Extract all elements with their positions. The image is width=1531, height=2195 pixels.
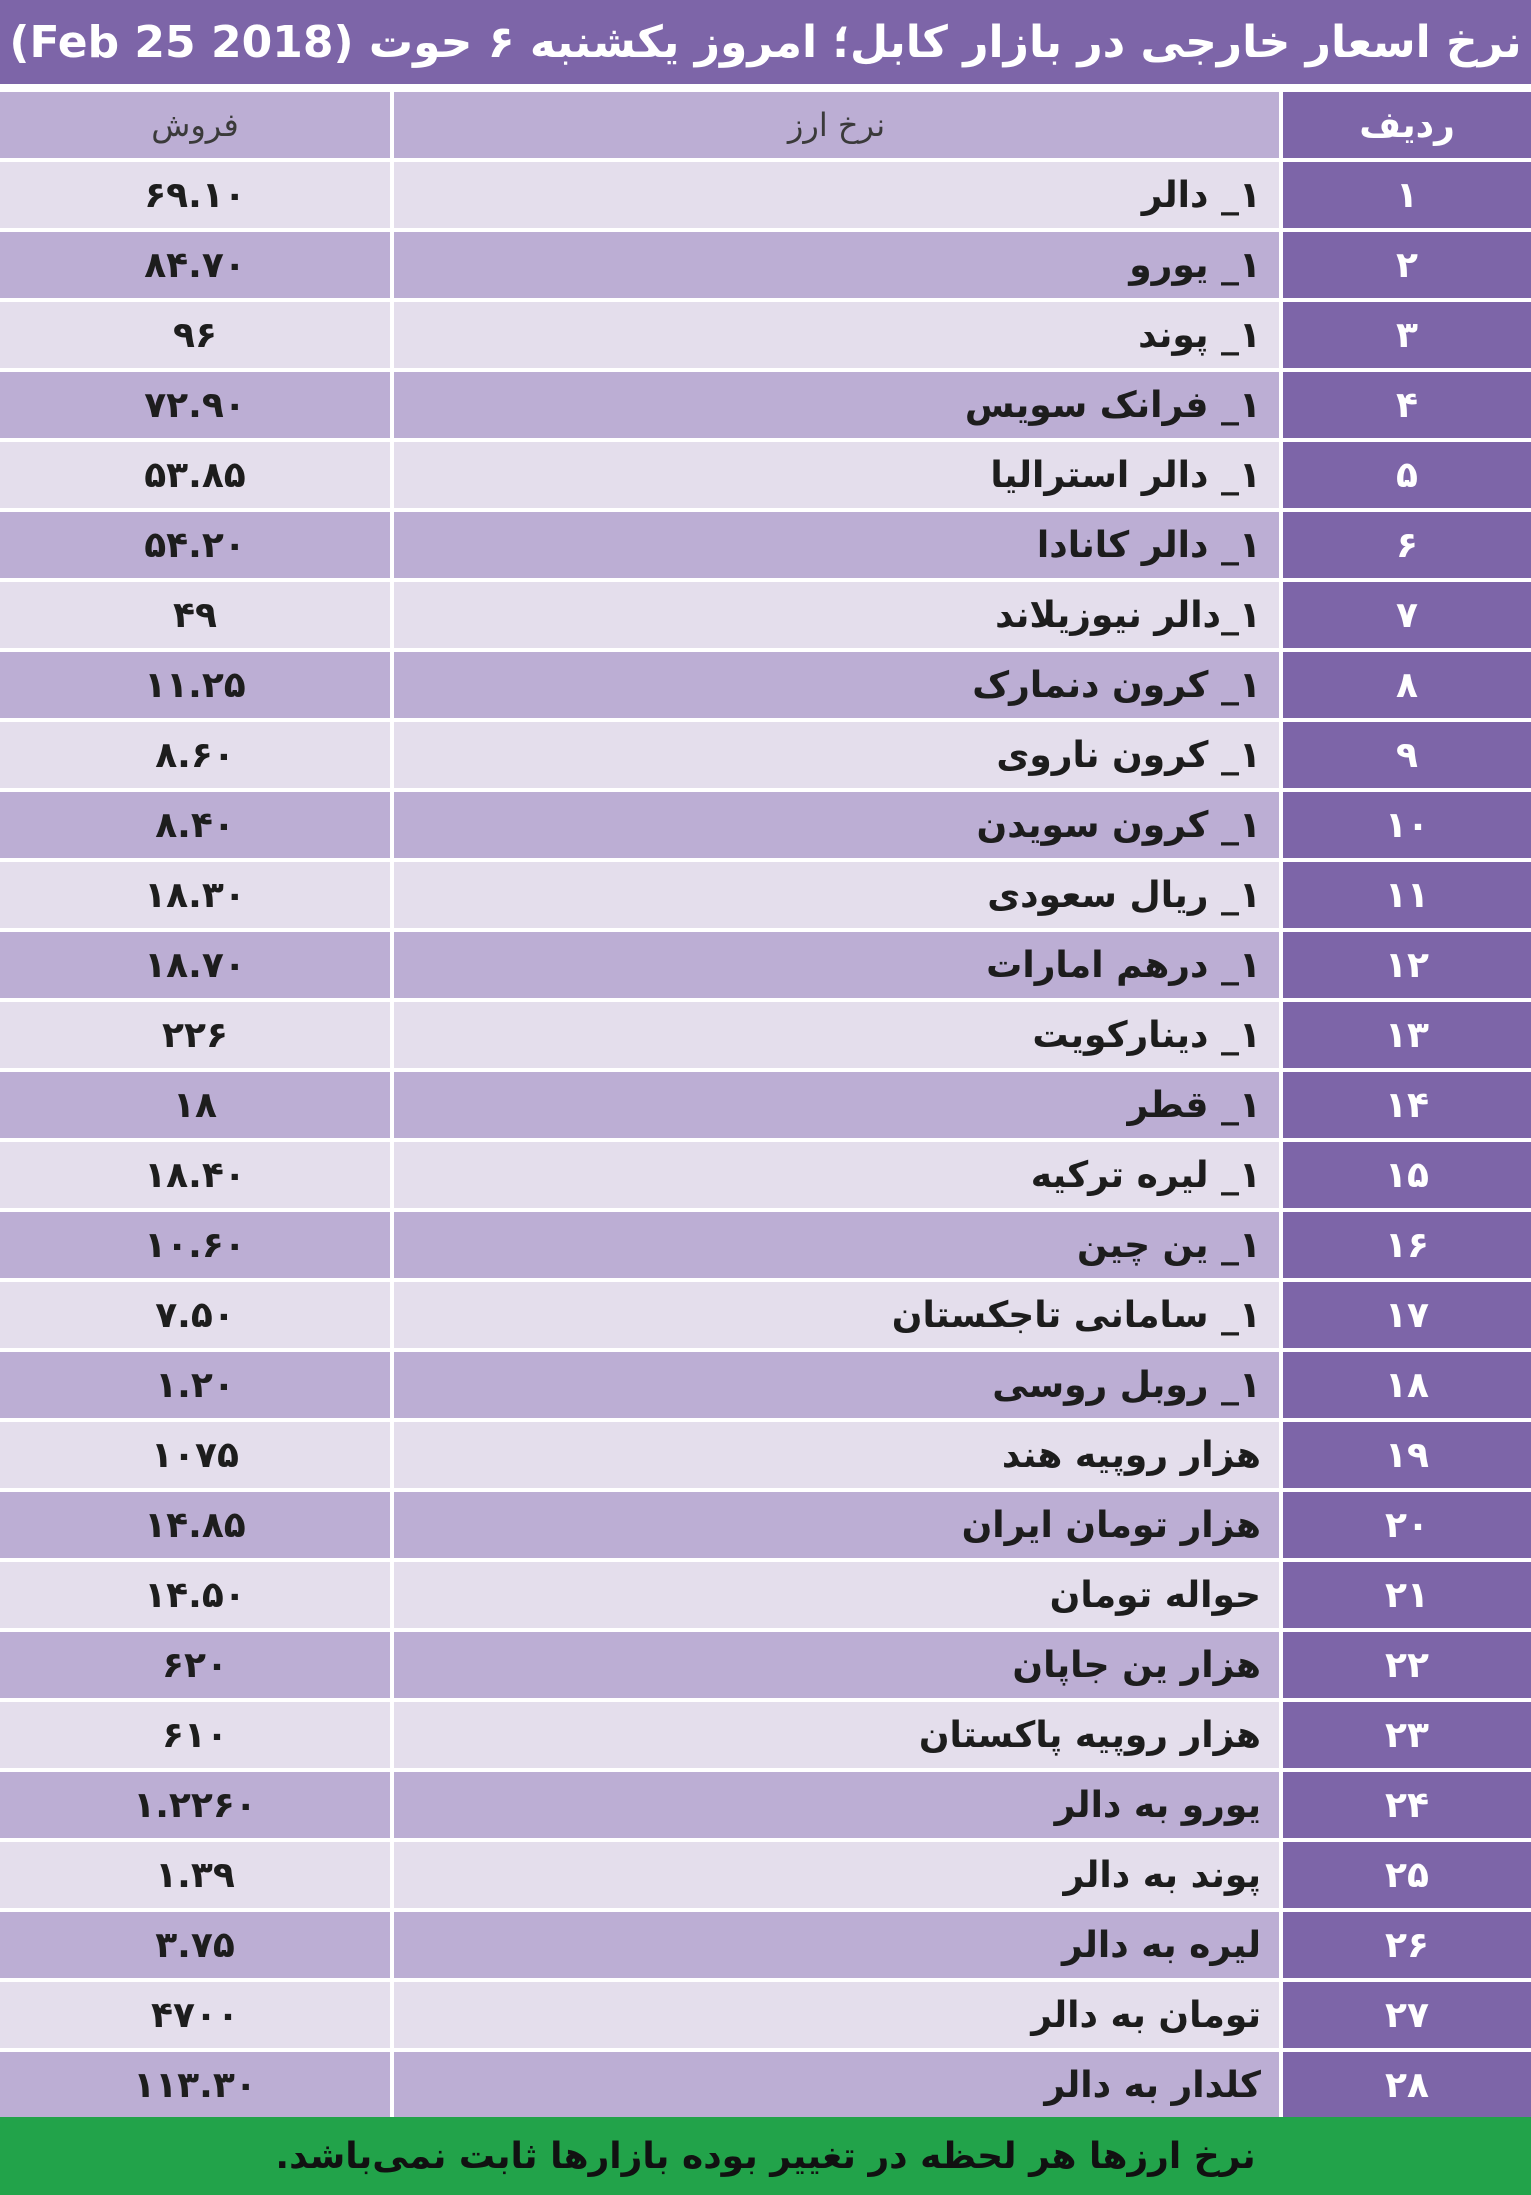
sell-rate-cell: ۷۲.۹۰ [0, 372, 390, 438]
table-row [0, 1912, 1531, 1978]
table-row [0, 162, 1531, 228]
table-row [0, 1772, 1531, 1838]
currency-name-cell: ۱_دالر نیوزیلاند [394, 582, 1279, 648]
row-index-cell: ۱۴ [1283, 1072, 1531, 1138]
row-index-cell: ۲۶ [1283, 1912, 1531, 1978]
row-index-cell: ۱ [1283, 162, 1531, 228]
table-row [0, 1142, 1531, 1208]
sell-rate-cell: ۱۸ [0, 1072, 390, 1138]
table-row [0, 1002, 1531, 1068]
sell-rate-cell: ۳.۷۵ [0, 1912, 390, 1978]
sell-rate-cell: ۸.۴۰ [0, 792, 390, 858]
table-row [0, 582, 1531, 648]
row-index-cell: ۲۷ [1283, 1982, 1531, 2048]
table-row [0, 1422, 1531, 1488]
sell-rate-cell: ۱.۳۹ [0, 1842, 390, 1908]
footer-note: نرخ ارزها هر لحظه در تغییر بوده بازارها ثابت نمی‌باشد. [0, 2117, 1531, 2195]
sell-rate-cell: ۵۴.۲۰ [0, 512, 390, 578]
sell-rate-cell: ۱.۲۰ [0, 1352, 390, 1418]
currency-name-cell: ۱_ دالر [394, 162, 1279, 228]
sell-rate-cell: ۸۴.۷۰ [0, 232, 390, 298]
row-index-cell: ۸ [1283, 652, 1531, 718]
page-title: نرخ اسعار خارجی در بازار کابل؛ امروز یکشنبه ۶ حوت (Feb 25 2018) [0, 0, 1531, 88]
sell-rate-cell: ۱۰۷۵ [0, 1422, 390, 1488]
sell-rate-cell: ۱۴.۵۰ [0, 1562, 390, 1628]
currency-name-cell: هزار روپیه پاکستان [394, 1702, 1279, 1768]
row-index-cell: ۵ [1283, 442, 1531, 508]
currency-name-cell: ۱_ سامانی تاجکستان [394, 1282, 1279, 1348]
sell-rate-cell: ۹۶ [0, 302, 390, 368]
table-row [0, 442, 1531, 508]
currency-name-cell: هزار ین جاپان [394, 1632, 1279, 1698]
currency-name-cell: ۱_ دالر استرالیا [394, 442, 1279, 508]
currency-name-cell: ۱_ یورو [394, 232, 1279, 298]
sell-rate-cell: ۲۲۶ [0, 1002, 390, 1068]
row-index-cell: ۲۵ [1283, 1842, 1531, 1908]
currency-name-cell: تومان به دالر [394, 1982, 1279, 2048]
row-index-cell: ۱۸ [1283, 1352, 1531, 1418]
sell-rate-cell: ۱۰.۶۰ [0, 1212, 390, 1278]
table-row [0, 1982, 1531, 2048]
row-index-cell: ۱۳ [1283, 1002, 1531, 1068]
currency-name-cell: ۱_ ریال سعودی [394, 862, 1279, 928]
table-row [0, 1352, 1531, 1418]
sell-rate-cell: ۵۳.۸۵ [0, 442, 390, 508]
header-sell: فروش [0, 92, 390, 158]
currency-name-cell: ۱_ فرانک سویس [394, 372, 1279, 438]
row-index-cell: ۱۵ [1283, 1142, 1531, 1208]
currency-name-cell: کلدار به دالر [394, 2052, 1279, 2118]
header-index: ردیف [1283, 92, 1531, 158]
row-index-cell: ۹ [1283, 722, 1531, 788]
row-index-cell: ۳ [1283, 302, 1531, 368]
table-row [0, 1842, 1531, 1908]
table-row [0, 1282, 1531, 1348]
currency-name-cell: ۱_ دینارکویت [394, 1002, 1279, 1068]
row-index-cell: ۱۶ [1283, 1212, 1531, 1278]
row-index-cell: ۱۰ [1283, 792, 1531, 858]
rates-table [0, 92, 1531, 2122]
row-index-cell: ۲۲ [1283, 1632, 1531, 1698]
currency-name-cell: پوند به دالر [394, 1842, 1279, 1908]
sell-rate-cell: ۸.۶۰ [0, 722, 390, 788]
sell-rate-cell: ۶۱۰ [0, 1702, 390, 1768]
row-index-cell: ۴ [1283, 372, 1531, 438]
table-row [0, 1492, 1531, 1558]
row-index-cell: ۶ [1283, 512, 1531, 578]
currency-name-cell: حواله تومان [394, 1562, 1279, 1628]
currency-name-cell: ۱_ قطر [394, 1072, 1279, 1138]
header-currency: نرخ ارز [394, 92, 1279, 158]
table-row [0, 1562, 1531, 1628]
table-row [0, 232, 1531, 298]
row-index-cell: ۲۳ [1283, 1702, 1531, 1768]
sell-rate-cell: ۱۸.۷۰ [0, 932, 390, 998]
currency-name-cell: ۱_ کرون ناروی [394, 722, 1279, 788]
row-index-cell: ۲۱ [1283, 1562, 1531, 1628]
row-index-cell: ۱۲ [1283, 932, 1531, 998]
currency-name-cell: یورو به دالر [394, 1772, 1279, 1838]
currency-name-cell: ۱_ درهم امارات [394, 932, 1279, 998]
currency-name-cell: ۱_ لیره ترکیه [394, 1142, 1279, 1208]
currency-name-cell: ۱_ کرون دنمارک [394, 652, 1279, 718]
sell-rate-cell: ۴۹ [0, 582, 390, 648]
sell-rate-cell: ۱۸.۳۰ [0, 862, 390, 928]
row-index-cell: ۲۸ [1283, 2052, 1531, 2118]
sell-rate-cell: ۱.۲۲۶۰ [0, 1772, 390, 1838]
currency-name-cell: لیره به دالر [394, 1912, 1279, 1978]
sell-rate-cell: ۱۱.۲۵ [0, 652, 390, 718]
sell-rate-cell: ۱۱۳.۳۰ [0, 2052, 390, 2118]
table-row [0, 1702, 1531, 1768]
row-index-cell: ۲۰ [1283, 1492, 1531, 1558]
currency-name-cell: ۱_ دالر کانادا [394, 512, 1279, 578]
row-index-cell: ۲۴ [1283, 1772, 1531, 1838]
table-row [0, 652, 1531, 718]
row-index-cell: ۱۱ [1283, 862, 1531, 928]
table-row [0, 722, 1531, 788]
table-row [0, 932, 1531, 998]
sell-rate-cell: ۱۴.۸۵ [0, 1492, 390, 1558]
row-index-cell: ۷ [1283, 582, 1531, 648]
table-row [0, 2052, 1531, 2118]
table-row [0, 372, 1531, 438]
row-index-cell: ۲ [1283, 232, 1531, 298]
table-row [0, 302, 1531, 368]
sell-rate-cell: ۶۹.۱۰ [0, 162, 390, 228]
row-index-cell: ۱۷ [1283, 1282, 1531, 1348]
table-row [0, 862, 1531, 928]
table-row [0, 1072, 1531, 1138]
sell-rate-cell: ۷.۵۰ [0, 1282, 390, 1348]
table-row [0, 512, 1531, 578]
table-row [0, 1632, 1531, 1698]
currency-name-cell: ۱_ ین چین [394, 1212, 1279, 1278]
sell-rate-cell: ۱۸.۴۰ [0, 1142, 390, 1208]
currency-name-cell: هزار روپیه هند [394, 1422, 1279, 1488]
currency-name-cell: ۱_ پوند [394, 302, 1279, 368]
table-row [0, 1212, 1531, 1278]
row-index-cell: ۱۹ [1283, 1422, 1531, 1488]
sell-rate-cell: ۴۷۰۰ [0, 1982, 390, 2048]
table-header-row [0, 92, 1531, 158]
currency-name-cell: ۱_ کرون سویدن [394, 792, 1279, 858]
currency-name-cell: ۱_ روبل روسی [394, 1352, 1279, 1418]
table-row [0, 792, 1531, 858]
table-body [0, 162, 1531, 2118]
sell-rate-cell: ۶۲۰ [0, 1632, 390, 1698]
currency-name-cell: هزار تومان ایران [394, 1492, 1279, 1558]
